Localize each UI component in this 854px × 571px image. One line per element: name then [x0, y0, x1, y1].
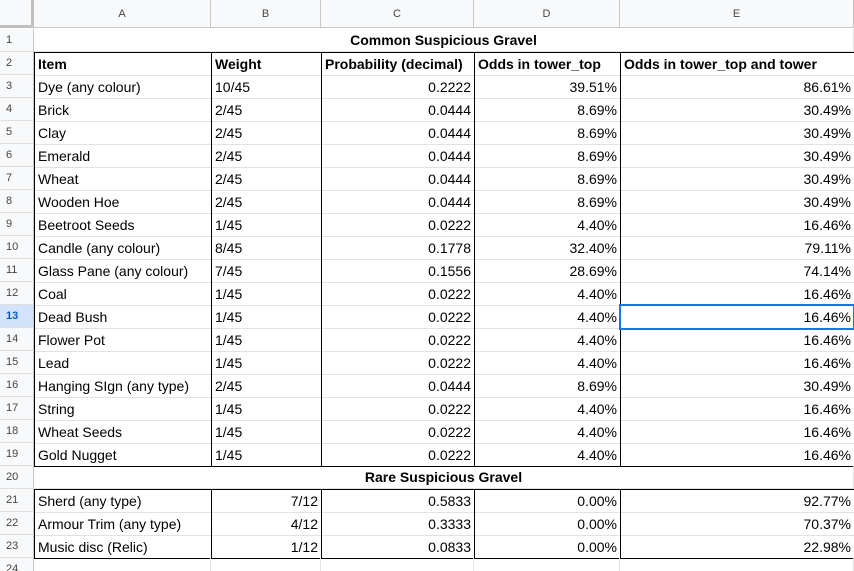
cell-a-row-7[interactable]: Wheat: [34, 167, 212, 191]
cell-b-row-12[interactable]: 1/45: [211, 282, 322, 306]
cell-d-row-5[interactable]: 8.69%: [474, 121, 621, 145]
cell-a-row-18[interactable]: Wheat Seeds: [34, 420, 212, 444]
cell-a-row-17[interactable]: String: [34, 397, 212, 421]
cell-a-row-6[interactable]: Emerald: [34, 144, 212, 168]
cell-e-row-8[interactable]: 30.49%: [620, 190, 854, 214]
cell-d-row-6[interactable]: 8.69%: [474, 144, 621, 168]
cell-b-row-18[interactable]: 1/45: [211, 420, 322, 444]
cell-b-row-5[interactable]: 2/45: [211, 121, 322, 145]
cell-a-row-24[interactable]: [34, 558, 211, 571]
cell-a-row-13[interactable]: Dead Bush: [34, 305, 212, 329]
cell-e-row-18[interactable]: 16.46%: [620, 420, 854, 444]
cell-a-row-14[interactable]: Flower Pot: [34, 328, 212, 352]
cell-a-row-19[interactable]: Gold Nugget: [34, 443, 212, 467]
cell-d-row-18[interactable]: 4.40%: [474, 420, 621, 444]
cell-a-row-11[interactable]: Glass Pane (any colour): [34, 259, 212, 283]
cell-c-row-18[interactable]: 0.0222: [321, 420, 475, 444]
cell-c-row-9[interactable]: 0.0222: [321, 213, 475, 237]
cell-e-row-10[interactable]: 79.11%: [620, 236, 854, 260]
cell-b-row-21[interactable]: 7/12: [211, 489, 322, 513]
row-header-11[interactable]: 11: [0, 259, 34, 282]
cell-d-row-12[interactable]: 4.40%: [474, 282, 621, 306]
cell-e-row-21[interactable]: 92.77%: [620, 489, 854, 513]
cell-d-row-14[interactable]: 4.40%: [474, 328, 621, 352]
cell-c-row-19[interactable]: 0.0222: [321, 443, 475, 467]
row-header-23[interactable]: 23: [0, 535, 34, 558]
cell-c-row-7[interactable]: 0.0444: [321, 167, 475, 191]
cell-e-row-22[interactable]: 70.37%: [620, 512, 854, 536]
cell-d-row-24[interactable]: [474, 558, 620, 571]
row-header-18[interactable]: 18: [0, 420, 34, 443]
cell-e-row-11[interactable]: 74.14%: [620, 259, 854, 283]
cell-c-row-3[interactable]: 0.2222: [321, 75, 475, 99]
cell-b-row-2[interactable]: Weight: [211, 52, 322, 76]
cell-c-row-10[interactable]: 0.1778: [321, 236, 475, 260]
cell-d-row-9[interactable]: 4.40%: [474, 213, 621, 237]
cell-c-row-17[interactable]: 0.0222: [321, 397, 475, 421]
cell-c-row-12[interactable]: 0.0222: [321, 282, 475, 306]
section-title-rare: Rare Suspicious Gravel: [34, 466, 854, 489]
row-header-10[interactable]: 10: [0, 236, 34, 259]
cell-b-row-3[interactable]: 10/45: [211, 75, 322, 99]
cell-a-row-21[interactable]: Sherd (any type): [34, 489, 212, 513]
column-header-a[interactable]: A: [34, 0, 211, 28]
column-header-d[interactable]: D: [474, 0, 620, 28]
cell-b-row-4[interactable]: 2/45: [211, 98, 322, 122]
column-header-e[interactable]: E: [620, 0, 854, 28]
cell-e-row-5[interactable]: 30.49%: [620, 121, 854, 145]
column-header-c[interactable]: C: [321, 0, 474, 28]
cell-b-row-19[interactable]: 1/45: [211, 443, 322, 467]
cell-a-row-4[interactable]: Brick: [34, 98, 212, 122]
row-header-14[interactable]: 14: [0, 328, 34, 351]
cell-b-row-22[interactable]: 4/12: [211, 512, 322, 536]
cell-e-row-19[interactable]: 16.46%: [620, 443, 854, 467]
row-header-16[interactable]: 16: [0, 374, 34, 397]
cell-b-row-7[interactable]: 2/45: [211, 167, 322, 191]
cell-c-row-16[interactable]: 0.0444: [321, 374, 475, 398]
cell-e-row-16[interactable]: 30.49%: [620, 374, 854, 398]
cell-c-row-15[interactable]: 0.0222: [321, 351, 475, 375]
cell-e-row-3[interactable]: 86.61%: [620, 75, 854, 99]
cell-e-row-14[interactable]: 16.46%: [620, 328, 854, 352]
cell-a-row-3[interactable]: Dye (any colour): [34, 75, 212, 99]
cell-d-row-2[interactable]: Odds in tower_top: [474, 52, 621, 76]
row-header-20[interactable]: 20: [0, 466, 34, 489]
cell-c-row-2[interactable]: Probability (decimal): [321, 52, 475, 76]
row-header-2[interactable]: 2: [0, 52, 34, 75]
row-header-19[interactable]: 19: [0, 443, 34, 466]
cell-b-row-8[interactable]: 2/45: [211, 190, 322, 214]
section-title-common: Common Suspicious Gravel: [34, 29, 854, 52]
select-all-corner[interactable]: [0, 0, 34, 28]
cell-a-row-2[interactable]: Item: [34, 52, 212, 76]
cell-c-row-11[interactable]: 0.1556: [321, 259, 475, 283]
cell-e-row-15[interactable]: 16.46%: [620, 351, 854, 375]
cell-b-row-24[interactable]: [211, 558, 321, 571]
cell-b-row-14[interactable]: 1/45: [211, 328, 322, 352]
row-header-12[interactable]: 12: [0, 282, 34, 305]
cell-c-row-14[interactable]: 0.0222: [321, 328, 475, 352]
row-header-8[interactable]: 8: [0, 190, 34, 213]
cell-d-row-23[interactable]: 0.00%: [474, 535, 621, 559]
cell-b-row-10[interactable]: 8/45: [211, 236, 322, 260]
cell-d-row-8[interactable]: 8.69%: [474, 190, 621, 214]
cell-e-row-9[interactable]: 16.46%: [620, 213, 854, 237]
cell-d-row-22[interactable]: 0.00%: [474, 512, 621, 536]
cell-d-row-16[interactable]: 8.69%: [474, 374, 621, 398]
row-header-6[interactable]: 6: [0, 144, 34, 167]
cell-d-row-19[interactable]: 4.40%: [474, 443, 621, 467]
cell-c-row-22[interactable]: 0.3333: [321, 512, 475, 536]
cell-b-row-17[interactable]: 1/45: [211, 397, 322, 421]
cell-b-row-23[interactable]: 1/12: [211, 535, 322, 559]
cell-d-row-3[interactable]: 39.51%: [474, 75, 621, 99]
cell-e-row-12[interactable]: 16.46%: [620, 282, 854, 306]
cell-d-row-11[interactable]: 28.69%: [474, 259, 621, 283]
cell-d-row-10[interactable]: 32.40%: [474, 236, 621, 260]
cell-d-row-13[interactable]: 4.40%: [474, 305, 621, 329]
cell-e-row-23[interactable]: 22.98%: [620, 535, 854, 559]
cell-c-row-21[interactable]: 0.5833: [321, 489, 475, 513]
row-header-21[interactable]: 21: [0, 489, 34, 512]
row-header-13[interactable]: 13: [0, 305, 34, 328]
row-header-9[interactable]: 9: [0, 213, 34, 236]
row-header-22[interactable]: 22: [0, 512, 34, 535]
cell-c-row-8[interactable]: 0.0444: [321, 190, 475, 214]
cell-b-row-16[interactable]: 2/45: [211, 374, 322, 398]
cell-b-row-6[interactable]: 2/45: [211, 144, 322, 168]
row-header-7[interactable]: 7: [0, 167, 34, 190]
cell-a-row-23[interactable]: Music disc (Relic): [34, 535, 212, 559]
cell-c-row-4[interactable]: 0.0444: [321, 98, 475, 122]
row-header-17[interactable]: 17: [0, 397, 34, 420]
cell-a-row-22[interactable]: Armour Trim (any type): [34, 512, 212, 536]
cell-e-row-4[interactable]: 30.49%: [620, 98, 854, 122]
cell-a-row-12[interactable]: Coal: [34, 282, 212, 306]
row-header-24[interactable]: 24: [0, 558, 34, 571]
cell-e-row-6[interactable]: 30.49%: [620, 144, 854, 168]
cell-e-row-24[interactable]: [620, 558, 854, 571]
cell-c-row-6[interactable]: 0.0444: [321, 144, 475, 168]
cell-a-row-5[interactable]: Clay: [34, 121, 212, 145]
cell-a-row-15[interactable]: Lead: [34, 351, 212, 375]
cell-d-row-21[interactable]: 0.00%: [474, 489, 621, 513]
cell-c-row-13[interactable]: 0.0222: [321, 305, 475, 329]
row-header-4[interactable]: 4: [0, 98, 34, 121]
cell-d-row-15[interactable]: 4.40%: [474, 351, 621, 375]
cell-b-row-15[interactable]: 1/45: [211, 351, 322, 375]
cell-a-row-16[interactable]: Hanging SIgn (any type): [34, 374, 212, 398]
cell-b-row-13[interactable]: 1/45: [211, 305, 322, 329]
cell-e-row-13[interactable]: 16.46%: [620, 305, 854, 329]
cell-b-row-9[interactable]: 1/45: [211, 213, 322, 237]
row-header-1[interactable]: 1: [0, 29, 34, 52]
cell-a-row-9[interactable]: Beetroot Seeds: [34, 213, 212, 237]
cell-a-row-8[interactable]: Wooden Hoe: [34, 190, 212, 214]
cell-d-row-4[interactable]: 8.69%: [474, 98, 621, 122]
cell-e-row-17[interactable]: 16.46%: [620, 397, 854, 421]
cell-d-row-7[interactable]: 8.69%: [474, 167, 621, 191]
cell-c-row-23[interactable]: 0.0833: [321, 535, 475, 559]
column-header-b[interactable]: B: [211, 0, 321, 28]
cell-e-row-7[interactable]: 30.49%: [620, 167, 854, 191]
cell-b-row-11[interactable]: 7/45: [211, 259, 322, 283]
cell-e-row-2[interactable]: Odds in tower_top and tower: [620, 52, 854, 76]
row-header-3[interactable]: 3: [0, 75, 34, 98]
cell-c-row-5[interactable]: 0.0444: [321, 121, 475, 145]
cell-d-row-17[interactable]: 4.40%: [474, 397, 621, 421]
cell-a-row-10[interactable]: Candle (any colour): [34, 236, 212, 260]
row-header-15[interactable]: 15: [0, 351, 34, 374]
cell-c-row-24[interactable]: [321, 558, 474, 571]
row-header-5[interactable]: 5: [0, 121, 34, 144]
